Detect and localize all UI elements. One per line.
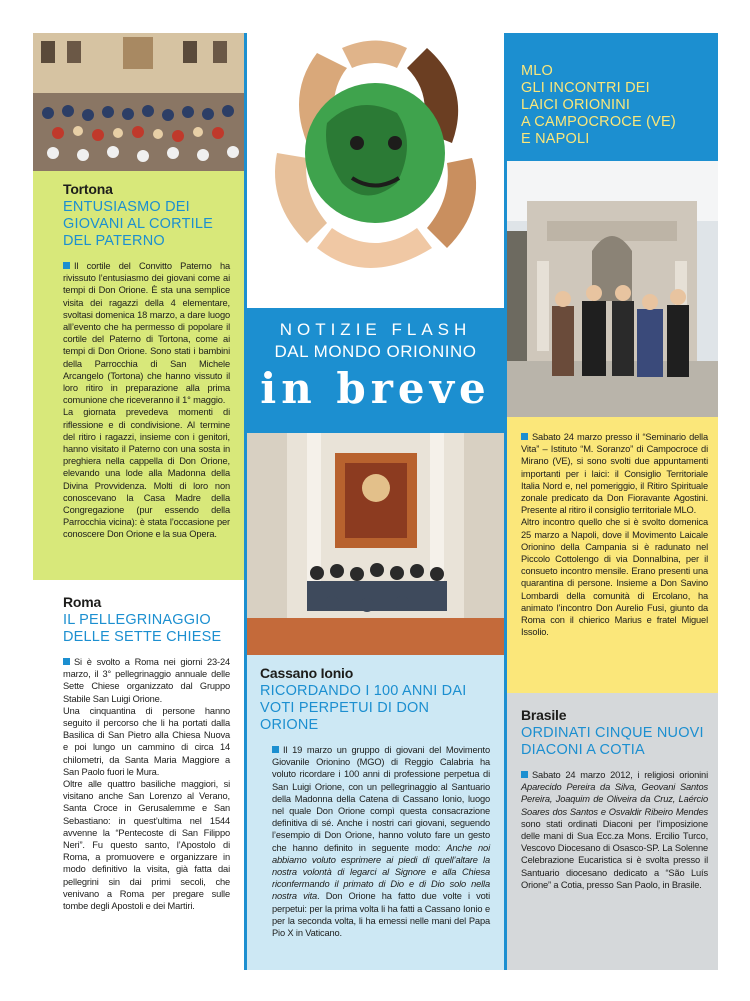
banner-line1: NOTIZIE FLASH xyxy=(279,320,472,339)
tortona-body: Il cortile del Convitto Paterno ha rivissuto l’entusiasmo dei giovani come ai tempi di Don Orione. È sta una semplice visita dei ragazzi della 4 elementare, svoltasi domenica 18 marzo, a dare luogo all’evento che ha permesso di popolare il cortile del Paterno di Tortona, come ai tempi di Don Orione. Sono stati i bambini della Parrocchia di San Michele Arcangelo (Tortona) che hanno vissuto il loro ritiro in preparazione alla prima comunione che riceveranno il 1° maggio. La giornata prevedeva momenti di riflessione e di condivisione. Al termine del ritiro i ragazzi, insieme con i genitori, hanno visitato il Paterno con una sosta in preghiera nella cappella di Don Orione, elevando una lode alla Madonna della Divina Provvidenza. Molti di loro non conoscevano la Casa Madre della Congregazione (pur essendo della Parrocchia vicina): è stata l’occasione per conoscere Don Orione e la sua Opera. xyxy=(63,261,230,540)
cassano-headline: RICORDANDO I 100 ANNI DAI VOTI PERPETUI DI DON ORIONE xyxy=(260,683,467,733)
brasile-headline: ORDINATI CINQUE NUOVI DIACONI A COTIA xyxy=(521,725,704,758)
brasile-body: Sabato 24 marzo 2012, i religiosi orionini Aparecido Pereira da Silva, Geovani Santos Pereira, Joaquim de Oliveira da Cruz, Laércio Soares dos Santos e Osvaldir Ribeiro Mendes sono stati ordinati Diaconi per l’imposizione delle mani di Sua Ecc.za Mons. Ercilio Turco, Vescovo Diocesano di Osasco-SP. La Solenne Celebrazione Eucaristica si è svolta presso il Santuario diocesano dedicato a “São Luís Orione” a Cotia, presso San Paolo, in Brasile. xyxy=(521,770,708,890)
bullet-square-icon xyxy=(63,658,70,665)
roma-body: Si è svolto a Roma nei giorni 23-24 marzo, il 3° pellegrinaggio annuale delle Sette Chiese organizzato dal Gruppo Stabile San Luigi Orione. Una cinquantina di persone hanno seguito il percorso che li ha portati dalla Basilica di San Pietro alla Chiesa Nuova e poi lungo un cammino di circa 14 chilometri, da Santa Maria Maggiore a San Paolo fuori le Mura. Oltre alle quattro basiliche maggiori, si visitano anche San Lorenzo al Verano, Santa Croce in Gerusalemme e San Sebastiano: in quest’ultima nel 1544 avvenne la “Pentecoste di San Filippo Neri”. Fu questo santo, l’Apostolo di Roma, a promuovere e organizzare in modo definitivo la visita, già fatta dai pellegrini sin dai primi secoli, che venivano a Roma per pregare sulle tombe degli Apostoli e dei Martiri. xyxy=(63,657,230,912)
mlo-headline-line4: A CAMPOCROCE (VE) xyxy=(521,114,676,130)
roma-section xyxy=(33,580,244,970)
cassano-church-photo xyxy=(247,433,504,655)
hands-globe-image xyxy=(247,33,504,308)
mlo-group-photo xyxy=(507,161,718,417)
brasile-city: Brasile xyxy=(521,707,567,723)
cassano-body: Il 19 marzo un gruppo di giovani del Movimento Giovanile Orionino (MGO) di Reggio Calabria ha voluto ricordare i 100 anni di professione perpetua di San Luigi Orione, con un pellegrinaggio al Santuario della Madonna della Catena di Cassano Ionio, luogo nel quale Don Orione compì questa consacrazione definitiva di sé. Anche i nostri cari giovani, seguendo l’esempio di Don Orione, hanno voluto fare un gesto che hanno definito in seguente modo: Anche noi abbiamo voluto esprimere ai piedi di quell’altare la nostra volontà di legarci al Signore e alla Chiesa riconfermando il primato di Dio e di Dio solo nella nostra vita. Don Orione ha fatto due volte i voti perpetui: per la prima volta li ha fatti a Cassano Ionio e per la seconda volta, li ha emessi nelle mani del Papa Pio X in Vaticano. xyxy=(272,745,490,939)
roma-headline: IL PELLEGRINAGGIO DELLE SETTE CHIESE xyxy=(63,612,222,645)
mlo-panel xyxy=(507,417,718,693)
notizie-banner xyxy=(247,308,504,433)
banner-line2: DAL MONDO ORIONINO xyxy=(274,342,477,361)
cassano-panel xyxy=(247,655,504,970)
tortona-panel xyxy=(33,171,244,580)
brasile-panel xyxy=(507,693,718,970)
banner-title: in breve xyxy=(260,364,491,413)
bullet-square-icon xyxy=(63,262,70,269)
mlo-headline-line5: E NAPOLI xyxy=(521,131,590,147)
mlo-headline-line1: MLO xyxy=(521,63,554,79)
bullet-square-icon xyxy=(272,746,279,753)
roma-city: Roma xyxy=(63,594,102,610)
mlo-headline-line3: LAICI ORIONINI xyxy=(521,97,631,113)
tortona-city: Tortona xyxy=(63,181,113,197)
cassano-city: Cassano Ionio xyxy=(260,665,354,681)
tortona-headline: ENTUSIASMO DEI GIOVANI AL CORTILE DEL PATERNO xyxy=(63,199,213,249)
mlo-headline-line2: GLI INCONTRI DEI xyxy=(521,80,650,96)
tortona-group-photo xyxy=(33,33,244,171)
bullet-square-icon xyxy=(521,433,528,440)
mlo-body: Sabato 24 marzo presso il “Seminario della Vita” – Istituto “M. Soranzo” di Campocroce di Mirano (VE), si sono svolti due appuntamenti importanti per i laici: il Consiglio Territoriale Italia Nord e, nel pomeriggio, il Ritiro Spirituale zonale predicato da Don Fioravante Agostini. Presente al ritiro il consiglio territoriale MLO. Altro incontro quello che si è svolto domenica 25 marzo a Napoli, dove il Movimento Laicale Orionino della Campania si è radunato nel Piccolo Cottolengo di via Donnalbina, per il consueto incontro mensile. Erano presenti una quarantina di persone. Insieme a Don Savino Lombardi della comunità di Ercolano, ha animato l’incontro Don Aurelio Fusi, giunto da Roma con il chierico Marius e fratel Miguel Issolio. xyxy=(521,432,708,638)
bullet-square-icon xyxy=(521,771,528,778)
mlo-header-panel xyxy=(507,33,718,161)
